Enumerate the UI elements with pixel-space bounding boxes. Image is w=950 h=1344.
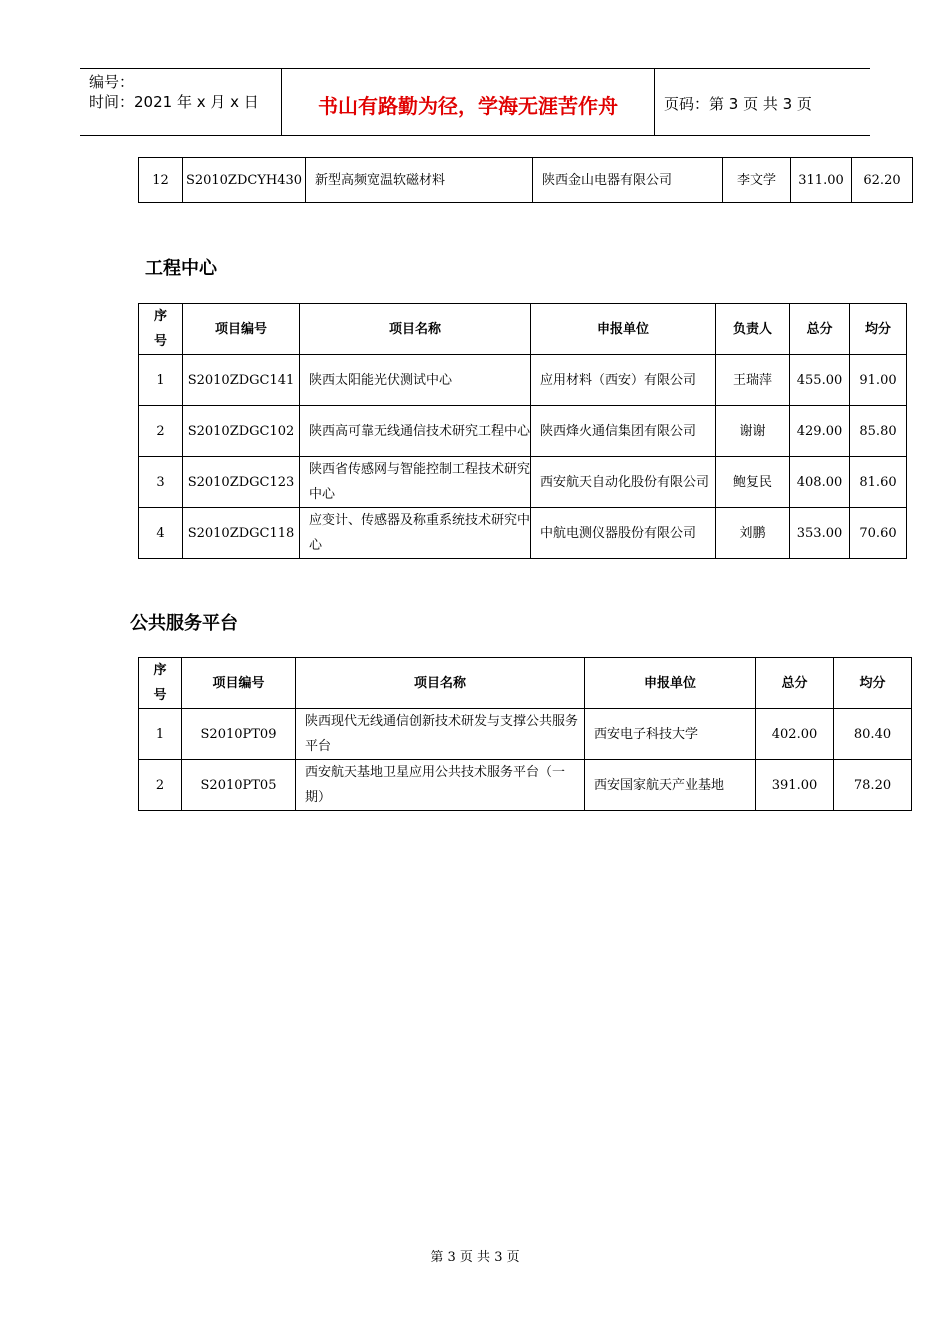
page-header <box>80 68 870 136</box>
cell-unit: 西安国家航天产业基地 <box>585 760 756 811</box>
table-row <box>139 406 907 457</box>
cell-avg: 70.60 <box>850 508 907 559</box>
cell-code: S2010ZDGC118 <box>183 508 300 559</box>
table-row <box>139 760 912 811</box>
cell-code: S2010ZDGC102 <box>183 406 300 457</box>
cell-name: 陕西省传感网与智能控制工程技术研究中心 <box>300 457 531 508</box>
section-title-public-platform: 公共服务平台 <box>130 613 238 634</box>
cell-total: 402.00 <box>756 709 834 760</box>
cell-leader: 王瑞萍 <box>716 355 790 406</box>
document-number-label: 编号： <box>89 73 135 91</box>
col-header-total: 总分 <box>790 304 850 355</box>
engineering-table <box>138 303 907 559</box>
cell-index: 4 <box>139 508 183 559</box>
cell-unit: 应用材料（西安）有限公司 <box>531 355 716 406</box>
col-header-total: 总分 <box>756 658 834 709</box>
col-header-name: 项目名称 <box>296 658 585 709</box>
cell-name: 西安航天基地卫星应用公共技术服务平台（一期） <box>296 760 585 811</box>
header-page-label: 页码：第 3 页 共 3 页 <box>664 94 812 113</box>
col-header-avg: 均分 <box>834 658 912 709</box>
cell-unit: 西安电子科技大学 <box>585 709 756 760</box>
header-motto: 书山有路勤为径，学海无涯苦作舟 <box>282 69 655 135</box>
table-row <box>139 457 907 508</box>
cell-avg: 80.40 <box>834 709 912 760</box>
cell-total: 455.00 <box>790 355 850 406</box>
col-header-code: 项目编号 <box>182 658 296 709</box>
col-header-unit: 申报单位 <box>531 304 716 355</box>
cell-code: S2010ZDGC141 <box>183 355 300 406</box>
section-title-engineering: 工程中心 <box>145 258 217 279</box>
cell-total: 429.00 <box>790 406 850 457</box>
document-time-label: 时间：2021 年 x 月 x 日 <box>89 93 259 111</box>
cell-code: S2010PT05 <box>182 760 296 811</box>
col-header-avg: 均分 <box>850 304 907 355</box>
cell-leader: 李文学 <box>723 158 791 203</box>
cell-code: S2010ZDGC123 <box>183 457 300 508</box>
col-header-name: 项目名称 <box>300 304 531 355</box>
cell-name: 陕西现代无线通信创新技术研发与支撑公共服务平台 <box>296 709 585 760</box>
table-row <box>139 508 907 559</box>
cell-index: 3 <box>139 457 183 508</box>
col-header-unit: 申报单位 <box>585 658 756 709</box>
header-meta <box>80 69 282 135</box>
cell-avg: 62.20 <box>852 158 913 203</box>
cell-avg: 85.80 <box>850 406 907 457</box>
cell-name: 应变计、传感器及称重系统技术研究中心 <box>300 508 531 559</box>
col-header-code: 项目编号 <box>183 304 300 355</box>
table-header-row <box>139 304 907 355</box>
cell-leader: 刘鹏 <box>716 508 790 559</box>
cell-unit: 中航电测仪器股份有限公司 <box>531 508 716 559</box>
cell-total: 311.00 <box>791 158 852 203</box>
cell-code: S2010PT09 <box>182 709 296 760</box>
cell-avg: 81.60 <box>850 457 907 508</box>
col-header-leader: 负责人 <box>716 304 790 355</box>
table-row <box>139 158 913 203</box>
col-header-index: 序号 <box>139 304 183 355</box>
cell-unit: 西安航天自动化股份有限公司 <box>531 457 716 508</box>
cell-name: 新型高频宽温软磁材料 <box>306 158 533 203</box>
cell-code: S2010ZDCYH430 <box>183 158 306 203</box>
cell-unit: 陕西金山电器有限公司 <box>533 158 723 203</box>
cell-total: 353.00 <box>790 508 850 559</box>
page-footer: 第 3 页 共 3 页 <box>430 1250 520 1265</box>
cell-index: 1 <box>139 709 182 760</box>
table-row <box>139 709 912 760</box>
cell-name: 陕西高可靠无线通信技术研究工程中心 <box>300 406 531 457</box>
cell-avg: 91.00 <box>850 355 907 406</box>
cell-index: 12 <box>139 158 183 203</box>
cell-avg: 78.20 <box>834 760 912 811</box>
cell-index: 2 <box>139 760 182 811</box>
cell-unit: 陕西烽火通信集团有限公司 <box>531 406 716 457</box>
cell-name: 陕西太阳能光伏测试中心 <box>300 355 531 406</box>
table-header-row <box>139 658 912 709</box>
cell-leader: 谢谢 <box>716 406 790 457</box>
cell-total: 391.00 <box>756 760 834 811</box>
continued-table <box>138 157 913 203</box>
col-header-index: 序号 <box>139 658 182 709</box>
table-row <box>139 355 907 406</box>
cell-total: 408.00 <box>790 457 850 508</box>
cell-leader: 鲍复民 <box>716 457 790 508</box>
cell-index: 1 <box>139 355 183 406</box>
public-platform-table <box>138 657 912 811</box>
cell-index: 2 <box>139 406 183 457</box>
